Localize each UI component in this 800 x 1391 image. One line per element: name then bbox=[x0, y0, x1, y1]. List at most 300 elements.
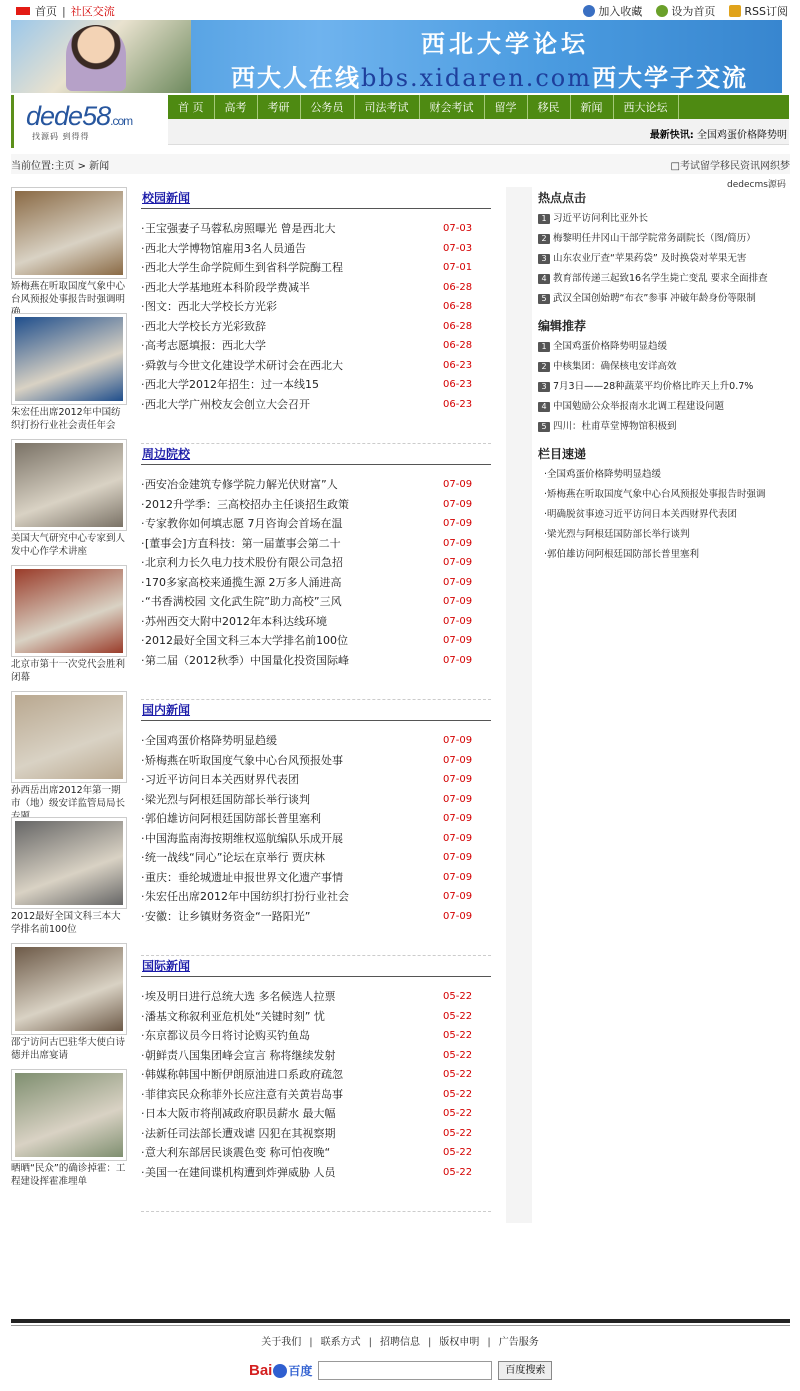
baidu-search-button[interactable]: 百度搜索 bbox=[498, 1361, 552, 1380]
news-item[interactable] bbox=[141, 495, 491, 515]
bullet: · bbox=[544, 489, 548, 500]
news-item[interactable] bbox=[141, 907, 491, 927]
news-title[interactable]: 高考志愿填报：西北大学 bbox=[145, 339, 266, 352]
news-date: 07-09 bbox=[443, 852, 473, 863]
express-item-label[interactable]: 明确脱贫事迹习近平访问日本关西财界代表团 bbox=[547, 509, 738, 520]
news-title[interactable]: 东京都议员今日将讨论购买钓鱼岛 bbox=[145, 1029, 310, 1042]
bullet: · bbox=[141, 497, 145, 511]
sidebar-item-label[interactable]: 梅黎明任井冈山干部学院常务副院长（图/简历） bbox=[553, 233, 756, 244]
news-item[interactable] bbox=[141, 1085, 491, 1105]
photo-thumbnail[interactable] bbox=[11, 187, 127, 279]
bullet: · bbox=[141, 1126, 145, 1140]
baidu-paw-icon bbox=[273, 1364, 287, 1378]
sidebar-item[interactable] bbox=[538, 417, 790, 437]
bullet: · bbox=[141, 1165, 145, 1179]
rss-label: RSS订阅 bbox=[744, 5, 788, 18]
nav-item[interactable]: 公务员 bbox=[301, 95, 355, 119]
top-bar bbox=[0, 0, 800, 20]
rank-number-icon: 1 bbox=[538, 342, 550, 352]
separator: | bbox=[368, 1337, 372, 1348]
news-item[interactable] bbox=[141, 258, 491, 278]
footer-line bbox=[11, 1325, 790, 1326]
bullet: · bbox=[141, 358, 145, 372]
news-list bbox=[141, 219, 491, 414]
separator: | bbox=[487, 1337, 491, 1348]
news-item[interactable] bbox=[141, 1065, 491, 1085]
news-date: 06-28 bbox=[443, 281, 473, 293]
hot-title: 热点点击 bbox=[538, 191, 587, 205]
photo-thumbnail[interactable] bbox=[11, 1069, 127, 1161]
column-express-title: 栏目速递 bbox=[538, 447, 587, 461]
photo-item[interactable] bbox=[11, 187, 127, 306]
news-item[interactable] bbox=[141, 1026, 491, 1046]
photo-item[interactable] bbox=[11, 817, 127, 936]
rank-number-icon: 1 bbox=[538, 214, 550, 224]
news-item[interactable] bbox=[141, 809, 491, 829]
news-date: 07-09 bbox=[443, 596, 473, 607]
news-title[interactable]: 西北大学博物馆雇用3名人员通告 bbox=[145, 241, 306, 255]
news-title[interactable]: 矫梅燕在听取国度气象中心台风预报处事 bbox=[145, 753, 343, 767]
news-item[interactable] bbox=[141, 770, 491, 790]
nav-item[interactable]: 移民 bbox=[528, 95, 571, 119]
news-item[interactable] bbox=[141, 297, 491, 317]
news-date: 07-09 bbox=[443, 813, 473, 824]
section-title[interactable]: 校园新闻 bbox=[141, 187, 491, 209]
banner-slogan bbox=[231, 58, 748, 93]
baidu-search bbox=[249, 1361, 552, 1380]
news-item[interactable] bbox=[141, 848, 491, 868]
photo-caption[interactable]: 朱宏任出席2012年中国纺织打扮行业社会责任年会 bbox=[11, 407, 121, 431]
bullet: · bbox=[141, 851, 145, 864]
news-flash-text: 全国鸡蛋价格降势明 bbox=[697, 130, 787, 141]
news-date: 07-09 bbox=[443, 518, 473, 529]
bullet: · bbox=[141, 1087, 145, 1101]
rank-number-icon: 4 bbox=[538, 402, 550, 412]
sidebar-item-label[interactable]: 中核集团：确保核电安详高效 bbox=[553, 361, 677, 372]
express-item[interactable] bbox=[538, 545, 790, 565]
news-title[interactable]: 统一战线“同心”论坛在京举行 贾庆林 bbox=[145, 851, 325, 864]
news-title[interactable]: 韩媒称韩国中断伊朗原油进口系政府疏忽 bbox=[145, 1068, 343, 1081]
photo-image bbox=[15, 443, 123, 527]
bullet: · bbox=[141, 300, 145, 313]
news-date: 06-28 bbox=[443, 340, 473, 351]
express-item[interactable] bbox=[538, 505, 790, 525]
site-banner[interactable] bbox=[11, 20, 782, 93]
news-title[interactable]: 王宝强妻子马蓉私房照曝光 曾是西北大 bbox=[145, 222, 336, 235]
express-item-label[interactable]: 梁光烈与阿根廷国防部长举行谈判 bbox=[547, 529, 690, 540]
photo-item[interactable] bbox=[11, 691, 127, 810]
bullet: · bbox=[141, 1009, 145, 1023]
news-title[interactable]: 西北大学2012年招生：过一本线15 bbox=[145, 378, 319, 391]
add-favorite-link[interactable] bbox=[583, 3, 642, 19]
news-section bbox=[141, 443, 491, 670]
breadcrumb-current[interactable]: 新闻 bbox=[89, 161, 110, 172]
dedecms-note: dedecms源码 bbox=[727, 180, 786, 190]
express-item-label[interactable]: 全国鸡蛋价格降势明显趋缓 bbox=[547, 469, 662, 480]
news-item[interactable] bbox=[141, 1104, 491, 1124]
photo-caption[interactable]: 2012最好全国文科三本大学排名前100位 bbox=[11, 911, 121, 935]
set-home-link[interactable] bbox=[656, 3, 715, 19]
news-item[interactable] bbox=[141, 651, 491, 671]
footer-bar bbox=[11, 1319, 790, 1323]
news-item[interactable] bbox=[141, 829, 491, 849]
news-title[interactable]: 170多家高校来通揽生源 2万多人涌进高 bbox=[145, 575, 342, 589]
news-title[interactable]: 图文：西北大学校长方光彩 bbox=[145, 300, 277, 313]
bullet: · bbox=[141, 378, 145, 391]
breadcrumb-home[interactable]: 主页 bbox=[54, 161, 75, 172]
set-home-label: 设为首页 bbox=[671, 5, 716, 18]
banner-slogan-a: 西大人在线 bbox=[231, 63, 361, 92]
news-item[interactable] bbox=[141, 1143, 491, 1163]
photo-thumbnail[interactable] bbox=[11, 565, 127, 657]
breadcrumb-label: 当前位置: bbox=[11, 161, 55, 172]
news-item[interactable] bbox=[141, 395, 491, 415]
bullet: · bbox=[141, 812, 145, 825]
breadcrumb bbox=[11, 154, 790, 174]
footer-link[interactable]: 广告服务 bbox=[498, 1337, 539, 1348]
breadcrumb-site-name: □考试留学移民资讯网织梦 bbox=[670, 161, 790, 172]
bullet: · bbox=[141, 517, 145, 530]
nav-item[interactable]: 首 页 bbox=[168, 95, 215, 119]
banner-title: 西北大学论坛 bbox=[421, 29, 589, 58]
bullet: · bbox=[141, 653, 145, 667]
news-date: 07-09 bbox=[443, 654, 473, 666]
news-date: 07-03 bbox=[443, 223, 473, 234]
news-date: 07-09 bbox=[443, 793, 473, 805]
news-date: 07-09 bbox=[443, 735, 473, 746]
photo-thumbnail[interactable] bbox=[11, 439, 127, 531]
photo-item[interactable] bbox=[11, 313, 127, 432]
logo-suffix: .com bbox=[110, 114, 133, 128]
section-title[interactable]: 国内新闻 bbox=[141, 699, 491, 721]
news-item[interactable] bbox=[141, 475, 491, 495]
bullet: · bbox=[141, 280, 145, 294]
news-item[interactable] bbox=[141, 573, 491, 593]
news-date: 07-09 bbox=[443, 498, 473, 510]
bullet: · bbox=[141, 595, 145, 608]
bullet: · bbox=[141, 319, 145, 333]
sidebar-item[interactable] bbox=[538, 337, 790, 357]
news-title[interactable]: “书香满校园 文化武生院”助力高校”三风 bbox=[145, 595, 342, 608]
bullet: · bbox=[544, 549, 548, 560]
news-item[interactable] bbox=[141, 219, 491, 239]
photo-thumbnail[interactable] bbox=[11, 313, 127, 405]
globe-icon bbox=[583, 5, 595, 17]
logo-tagline: 找源码 到得得 bbox=[32, 132, 90, 141]
photo-thumbnail[interactable] bbox=[11, 691, 127, 783]
sidebar-item-label[interactable]: 武汉全国创始聘“布衣”参事 冲破年龄身份等限制 bbox=[553, 293, 756, 304]
news-title[interactable]: 潘基文称叙利亚危机处“关键时刻” 忧 bbox=[145, 1009, 325, 1023]
photo-caption[interactable]: 邵宁访问古巴驻华大使白诗德并出席宴请 bbox=[11, 1037, 126, 1061]
section-title[interactable]: 周边院校 bbox=[141, 443, 491, 465]
news-title[interactable]: 美国一在建间谍机构遭到炸弹威胁 人员 bbox=[145, 1165, 336, 1179]
community-link[interactable]: 社区交流 bbox=[70, 5, 115, 18]
news-list bbox=[141, 731, 491, 926]
editor-pick-title: 编辑推荐 bbox=[538, 319, 587, 333]
sidebar-item-label[interactable]: 中国勉励公众举报南水北调工程建设问题 bbox=[553, 401, 725, 412]
bullet: · bbox=[141, 222, 145, 235]
rss-icon bbox=[729, 5, 741, 17]
bullet: · bbox=[141, 792, 145, 806]
news-title[interactable]: 第二届（2012秋季）中国量化投资国际峰 bbox=[145, 653, 349, 667]
news-date: 07-09 bbox=[443, 754, 473, 766]
news-item[interactable] bbox=[141, 514, 491, 534]
news-title[interactable]: 全国鸡蛋价格降势明显趋缓 bbox=[145, 734, 277, 747]
rank-number-icon: 3 bbox=[538, 254, 550, 264]
news-title[interactable]: [董事会]方直科技：第一届董事会第二十 bbox=[145, 536, 341, 550]
hot-list bbox=[538, 209, 790, 309]
bullet: · bbox=[141, 478, 145, 491]
banner-person-image bbox=[66, 25, 126, 91]
news-title[interactable]: 中国海监南海按期维权巡航编队乐成开展 bbox=[145, 831, 343, 845]
news-title[interactable]: 朱宏任出席2012年中国纺织打扮行业社会 bbox=[145, 890, 349, 903]
news-date: 07-01 bbox=[443, 262, 473, 273]
site-logo[interactable] bbox=[11, 95, 167, 148]
news-date: 05-22 bbox=[443, 1088, 473, 1100]
sidebar-item-label[interactable]: 四川：杜甫草堂博物馆积极到 bbox=[553, 421, 677, 432]
express-item-label[interactable]: 郭伯雄访问阿根廷国防部长普里塞利 bbox=[547, 549, 700, 560]
photo-item[interactable] bbox=[11, 565, 127, 684]
express-item-label[interactable]: 矫梅燕在听取国度气象中心台风预报处事报告时强调 bbox=[547, 489, 766, 500]
news-title[interactable]: 梁光烈与阿根廷国防部长举行谈判 bbox=[145, 792, 310, 806]
news-date: 06-28 bbox=[443, 320, 473, 332]
bullet: · bbox=[141, 536, 145, 550]
sidebar-item-label[interactable]: 山东农业厅查“苹果药袋” 及时换袋对苹果无害 bbox=[553, 253, 747, 264]
news-title[interactable]: 2012升学季：三高校招办主任谈招生政策 bbox=[145, 497, 349, 511]
news-item[interactable] bbox=[141, 239, 491, 259]
news-item[interactable] bbox=[141, 1007, 491, 1027]
nav-item[interactable]: 高考 bbox=[215, 95, 258, 119]
nav-item[interactable]: 财会考试 bbox=[420, 95, 485, 119]
bullet: · bbox=[141, 773, 145, 786]
news-date: 07-09 bbox=[443, 832, 473, 844]
sidebar-item-label[interactable]: 教育部传递三起致16名学生毙亡变乱 要求全面排查 bbox=[553, 273, 768, 284]
news-title[interactable]: 意大利东部居民谈震色变 称可怕夜晚“ bbox=[145, 1146, 331, 1159]
news-title[interactable]: 郭伯雄访问阿根廷国防部长普里塞利 bbox=[145, 812, 321, 825]
bullet: · bbox=[141, 397, 145, 411]
news-title[interactable]: 习近平访问日本关西财界代表团 bbox=[145, 773, 299, 786]
photo-item[interactable] bbox=[11, 439, 127, 558]
rank-number-icon: 2 bbox=[538, 234, 550, 244]
sidebar-item-label[interactable]: 习近平访问利比亚外长 bbox=[553, 213, 649, 224]
news-date: 07-09 bbox=[443, 557, 473, 568]
bullet: · bbox=[141, 1048, 145, 1062]
footer-link[interactable]: 关于我们 bbox=[261, 1337, 302, 1348]
news-date: 07-03 bbox=[443, 242, 473, 254]
news-date: 06-23 bbox=[443, 398, 473, 410]
news-title[interactable]: 埃及明日进行总统大选 多名候选人拉票 bbox=[145, 990, 336, 1003]
photo-image bbox=[15, 569, 123, 653]
nav-item[interactable]: 考研 bbox=[258, 95, 301, 119]
news-title[interactable]: 菲律宾民众称菲外长应注意有关黄岩岛事 bbox=[145, 1087, 343, 1101]
photo-thumbnail[interactable] bbox=[11, 943, 127, 1035]
bullet: · bbox=[141, 1068, 145, 1081]
news-date: 07-09 bbox=[443, 774, 473, 785]
news-title[interactable]: 西北大学广州校友会创立大会召开 bbox=[145, 397, 310, 411]
sidebar bbox=[538, 187, 790, 565]
bullet: · bbox=[141, 614, 145, 628]
bullet: · bbox=[141, 634, 145, 647]
news-date: 07-09 bbox=[443, 615, 473, 627]
news-section bbox=[141, 955, 491, 1182]
news-date: 05-22 bbox=[443, 1108, 473, 1119]
news-item[interactable] bbox=[141, 1046, 491, 1066]
news-date: 05-22 bbox=[443, 1069, 473, 1080]
photo-item[interactable] bbox=[11, 1069, 127, 1188]
editor-pick-list bbox=[538, 337, 790, 437]
photo-caption[interactable]: 孙西岳出席2012年第一期市（地）级安详监管局局长 bbox=[11, 785, 126, 809]
news-title[interactable]: 西安冶金建筑专修学院力解光伏财富”人 bbox=[145, 478, 338, 491]
sidebar-item-label[interactable]: 全国鸡蛋价格降势明显趋缓 bbox=[553, 341, 668, 352]
sidebar-item[interactable] bbox=[538, 377, 790, 397]
footer-links bbox=[0, 1333, 800, 1348]
news-item[interactable] bbox=[141, 731, 491, 751]
news-item[interactable] bbox=[141, 987, 491, 1007]
news-date: 07-09 bbox=[443, 871, 473, 883]
news-title[interactable]: 法新任司法部长遭戏谑 囚犯在其视察期 bbox=[145, 1126, 336, 1140]
news-title[interactable]: 安徽：让乡镇财务资金“一路阳光” bbox=[145, 909, 311, 923]
bullet: · bbox=[141, 990, 145, 1003]
bullet: · bbox=[141, 890, 145, 903]
section-title[interactable]: 国际新闻 bbox=[141, 955, 491, 977]
bullet: · bbox=[141, 1107, 145, 1120]
news-date: 05-22 bbox=[443, 1049, 473, 1061]
column-divider bbox=[506, 187, 532, 1223]
photo-image bbox=[15, 695, 123, 779]
express-item[interactable] bbox=[538, 525, 790, 545]
news-item[interactable] bbox=[141, 375, 491, 395]
news-title[interactable]: 专家教你如何填志愿 7月咨询会首场在温 bbox=[145, 517, 343, 530]
photo-item[interactable] bbox=[11, 943, 127, 1062]
news-title[interactable]: 日本大阪市将削减政府职员薪水 最大幅 bbox=[145, 1107, 336, 1120]
sidebar-item[interactable] bbox=[538, 397, 790, 417]
sidebar-item[interactable] bbox=[538, 357, 790, 377]
photo-image bbox=[15, 947, 123, 1031]
news-item[interactable] bbox=[141, 868, 491, 888]
news-title[interactable]: 2012最好全国文科三本大学排名前100位 bbox=[145, 634, 348, 647]
express-item[interactable] bbox=[538, 465, 790, 485]
nav-item[interactable]: 西大论坛 bbox=[614, 95, 679, 119]
news-title[interactable]: 西北大学基地班本科阶段学费减半 bbox=[145, 280, 310, 294]
bullet: · bbox=[141, 261, 145, 274]
sub-nav bbox=[168, 119, 789, 145]
photo-thumbnail[interactable] bbox=[11, 817, 127, 909]
separator: | bbox=[309, 1337, 313, 1348]
news-date: 07-09 bbox=[443, 537, 473, 549]
baidu-search-input[interactable] bbox=[318, 1361, 492, 1380]
news-date: 07-09 bbox=[443, 891, 473, 902]
flag-icon bbox=[16, 7, 30, 15]
bullet: · bbox=[141, 575, 145, 589]
news-date: 05-22 bbox=[443, 1127, 473, 1139]
sidebar-item-label[interactable]: 7月3日——28种蔬菜平均价格比昨天上升0.7% bbox=[553, 381, 754, 392]
photo-image bbox=[15, 317, 123, 401]
photo-image bbox=[15, 1073, 123, 1157]
photo-image bbox=[15, 821, 123, 905]
footer-link[interactable]: 联系方式 bbox=[320, 1337, 361, 1348]
main-nav bbox=[168, 95, 789, 119]
news-date: 07-09 bbox=[443, 479, 473, 490]
home-link[interactable]: 首页 bbox=[35, 5, 57, 18]
nav-item[interactable]: 新闻 bbox=[571, 95, 614, 119]
sidebar-item[interactable] bbox=[538, 289, 790, 309]
photo-image bbox=[15, 191, 123, 275]
news-item[interactable] bbox=[141, 317, 491, 337]
news-date: 06-23 bbox=[443, 359, 473, 371]
nav-item[interactable]: 留学 bbox=[485, 95, 528, 119]
bullet: · bbox=[141, 870, 145, 884]
baidu-logo-text-2: 百度 bbox=[288, 1364, 313, 1378]
baidu-logo bbox=[249, 1362, 312, 1379]
sidebar-item[interactable] bbox=[538, 269, 790, 289]
news-item[interactable] bbox=[141, 356, 491, 376]
news-date: 05-22 bbox=[443, 1147, 473, 1158]
news-date: 06-23 bbox=[443, 379, 473, 390]
add-favorite-label: 加入收藏 bbox=[598, 5, 643, 18]
news-title[interactable]: 西北大学生命学院师生到省科学院酶工程 bbox=[145, 261, 343, 274]
photo-caption[interactable]: 美国大气研究中心专家到人发中心作学术讲座 bbox=[11, 533, 126, 557]
news-item[interactable] bbox=[141, 631, 491, 651]
rank-number-icon: 5 bbox=[538, 294, 550, 304]
news-item[interactable] bbox=[141, 278, 491, 298]
news-title[interactable]: 朝鲜责八国集团峰会宣言 称将继续发射 bbox=[145, 1048, 336, 1062]
bullet: · bbox=[141, 339, 145, 352]
bullet: · bbox=[544, 509, 548, 520]
banner-url: bbs.xidaren.com bbox=[361, 64, 592, 92]
column-express-list bbox=[538, 465, 790, 565]
sidebar-item[interactable] bbox=[538, 249, 790, 269]
rss-link[interactable] bbox=[729, 3, 788, 19]
nav-item[interactable]: 司法考试 bbox=[355, 95, 420, 119]
news-item[interactable] bbox=[141, 336, 491, 356]
sidebar-item[interactable] bbox=[538, 229, 790, 249]
photo-caption[interactable]: 北京市第十一次党代会胜利闭幕 bbox=[11, 659, 126, 683]
news-title[interactable]: 西北大学校长方光彩致辞 bbox=[145, 319, 266, 333]
sidebar-item[interactable] bbox=[538, 209, 790, 229]
news-flash[interactable] bbox=[650, 126, 787, 141]
news-item[interactable] bbox=[141, 612, 491, 632]
footer-link[interactable]: 招聘信息 bbox=[380, 1337, 420, 1348]
bullet: · bbox=[141, 734, 145, 747]
rank-number-icon: 3 bbox=[538, 382, 550, 392]
banner-photo bbox=[11, 20, 191, 93]
separator: | bbox=[62, 4, 66, 18]
news-title[interactable]: 北京利力长久电力技术股份有限公司急招 bbox=[145, 556, 343, 569]
photo-caption[interactable]: 晒晒“民众”的确诊掉霍：工程建设挥霍准埋单 bbox=[11, 1163, 126, 1187]
footer-link[interactable]: 版权申明 bbox=[439, 1337, 480, 1348]
baidu-logo-text: Bai bbox=[249, 1362, 273, 1379]
banner-slogan-b: 西大学子交流 bbox=[591, 63, 748, 92]
news-date: 07-09 bbox=[443, 635, 473, 646]
news-item[interactable] bbox=[141, 751, 491, 771]
news-title[interactable]: 苏州西交大附中2012年本科达线环境 bbox=[145, 614, 327, 628]
news-item[interactable] bbox=[141, 887, 491, 907]
photo-caption[interactable]: 矫梅燕在听取国度气象中心台风预报处事报告时强调明 bbox=[11, 281, 126, 305]
news-item[interactable] bbox=[141, 553, 491, 573]
news-title[interactable]: 舜敦与今世文化建设学术研讨会在西北大 bbox=[145, 358, 343, 372]
news-item[interactable] bbox=[141, 1163, 491, 1183]
bullet: · bbox=[141, 909, 145, 923]
news-title[interactable]: 重庆：垂纶城遗址申报世界文化遗产事情 bbox=[145, 870, 343, 884]
news-item[interactable] bbox=[141, 1124, 491, 1144]
news-item[interactable] bbox=[141, 790, 491, 810]
express-item[interactable] bbox=[538, 485, 790, 505]
bullet: · bbox=[141, 831, 145, 845]
news-item[interactable] bbox=[141, 592, 491, 612]
news-date: 07-09 bbox=[443, 910, 473, 922]
news-list bbox=[141, 475, 491, 670]
news-item[interactable] bbox=[141, 534, 491, 554]
